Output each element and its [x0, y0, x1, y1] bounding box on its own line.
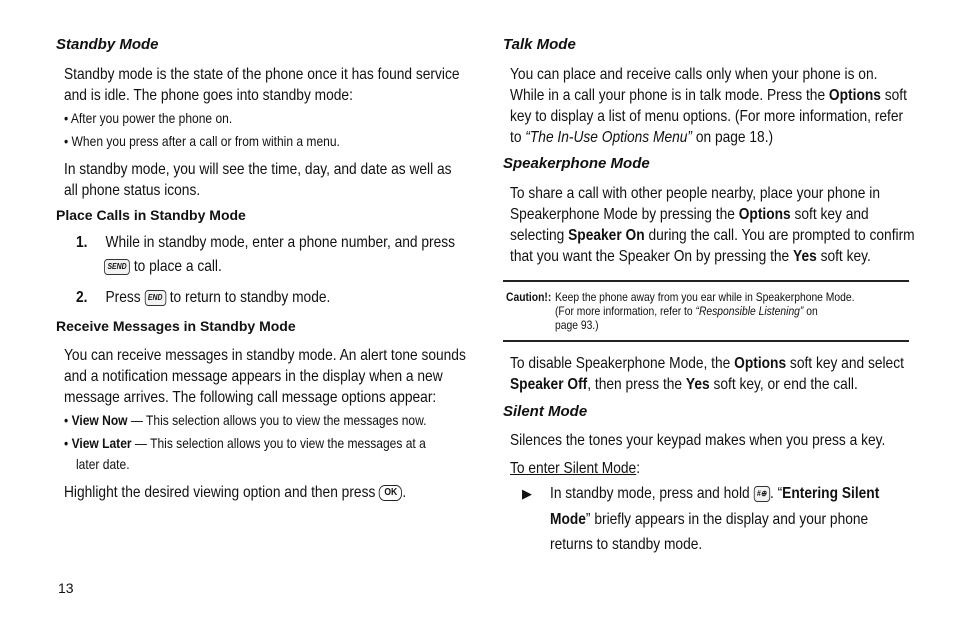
- receive-messages-heading: Receive Messages in Standby Mode: [56, 318, 296, 334]
- view-later-bullet: •: [64, 435, 72, 451]
- standby-paragraph-line1: Standby mode is the state of the phone once it has found service: [64, 66, 460, 83]
- view-later-option: [64, 435, 426, 451]
- view-now-bullet: •: [64, 412, 72, 428]
- talk-line4: [510, 127, 773, 148]
- yes-softkey-label: Yes: [793, 248, 817, 265]
- enter-silent-colon: :: [636, 460, 641, 477]
- enter-silent-mode-link: To enter Silent Mode: [510, 460, 637, 477]
- caution-label: Caution!:: [506, 290, 552, 304]
- speaker-line4: [510, 246, 871, 267]
- view-later-text: — This selection allows you to view the messages at a: [131, 435, 426, 451]
- step-1-text-end: to place a call.: [133, 258, 222, 275]
- highlight-instruction: [64, 482, 406, 503]
- step-1: [76, 232, 455, 253]
- mode-label: Mode: [550, 511, 586, 528]
- talk-line1: You can place and receive calls only when your phone is on.: [510, 66, 878, 83]
- disable-line1-end: soft key and select: [786, 355, 904, 372]
- speakerphone-mode-heading: Speakerphone Mode: [503, 155, 650, 172]
- standby-paragraph-line2: and is idle. The phone goes into standby mode:: [64, 87, 353, 104]
- speaker-line1: To share a call with other people nearby, place your phone in: [510, 185, 880, 202]
- step-1-number: 1.: [76, 234, 88, 251]
- end-key-icon: END: [144, 290, 165, 306]
- speaker-line2-end: soft key and: [790, 206, 869, 223]
- caution-bottom-rule: [503, 340, 909, 342]
- arrow-bullet-icon: ▶: [522, 486, 532, 501]
- receive-line3: message arrives. The following call message options appear:: [64, 389, 437, 406]
- step-1-text: While in standby mode, enter a phone number, and press: [105, 234, 456, 251]
- speaker-line4-end: soft key.: [816, 248, 871, 265]
- speaker-line2: [510, 204, 869, 225]
- in-use-options-reference: “The In-Use Options Menu”: [525, 129, 693, 146]
- standby-status-line2: all phone status icons.: [64, 182, 201, 199]
- speaker-line4-text: that you want the Speaker On by pressing the: [510, 248, 794, 265]
- silent-step-line3: returns to standby mode.: [550, 536, 703, 553]
- view-later-label: View Later: [71, 435, 132, 451]
- caution-line2-end: on: [803, 304, 818, 318]
- speaker-line3-end: during the call. You are prompted to confirm: [644, 227, 915, 244]
- talk-line2-end: soft: [880, 87, 907, 104]
- silent-step-line1: [550, 483, 879, 504]
- responsible-listening-reference: “Responsible Listening”: [695, 304, 804, 318]
- enter-silent-mode: [510, 458, 640, 479]
- send-key-icon: SEND: [104, 259, 130, 275]
- silent-step-text: In standby mode, press and hold: [550, 485, 750, 502]
- caution-line2-text: (For more information, refer to: [555, 304, 696, 318]
- page-number: 13: [58, 580, 74, 596]
- speaker-line2-text: Speakerphone Mode by pressing the: [510, 206, 739, 223]
- step-1-continued: [104, 256, 222, 277]
- view-now-text: — This selection allows you to view the messages now.: [127, 412, 427, 428]
- speaker-line3: [510, 225, 915, 246]
- bullet-after-call: • When you press after a call or from within a menu.: [64, 133, 340, 149]
- place-calls-heading: Place Calls in Standby Mode: [56, 207, 246, 223]
- silent-step-line2: [550, 509, 868, 530]
- talk-mode-heading: Talk Mode: [503, 36, 576, 53]
- view-now-option: [64, 412, 426, 428]
- hash-key-icon: #⊕: [753, 486, 769, 502]
- highlight-text: Highlight the desired viewing option and then press: [64, 484, 376, 501]
- caution-line1: Keep the phone away from you ear while in Speakerphone Mode.: [555, 290, 855, 304]
- receive-line1: You can receive messages in standby mode. An alert tone sounds: [64, 347, 466, 364]
- caution-line3: page 93.): [555, 318, 599, 332]
- bullet-power-on: • After you power the phone on.: [64, 110, 233, 126]
- silent-line1: Silences the tones your keypad makes when you press a key.: [510, 432, 886, 449]
- disable-line1-text: To disable Speakerphone Mode, the: [510, 355, 735, 372]
- speaker-off-label: Speaker Off: [510, 376, 588, 393]
- disable-line2-mid: , then press the: [587, 376, 686, 393]
- highlight-period: .: [402, 484, 407, 501]
- talk-line4-end: on page 18.): [692, 129, 774, 146]
- entering-silent-label: Entering Silent: [782, 485, 880, 502]
- receive-line2: and a notification message appears in the display when a new: [64, 368, 443, 385]
- step-2-number: 2.: [76, 289, 88, 306]
- disable-yes-label: Yes: [685, 376, 710, 393]
- disable-line2: [510, 374, 858, 395]
- talk-line3: key to display a list of menu options. (For more information, refer: [510, 108, 904, 125]
- speaker-options-label: Options: [738, 206, 791, 223]
- options-softkey-label: Options: [828, 87, 881, 104]
- ok-key-icon: OK: [379, 485, 402, 501]
- view-later-text-cont: later date.: [76, 456, 130, 472]
- talk-line2-text: While in a call your phone is in talk mode. Press the: [510, 87, 829, 104]
- standby-mode-heading: Standby Mode: [56, 36, 159, 53]
- view-now-label: View Now: [71, 412, 128, 428]
- disable-line2-end: soft key, or end the call.: [709, 376, 858, 393]
- disable-options-label: Options: [734, 355, 787, 372]
- step-2: [76, 287, 330, 308]
- standby-status-line1: In standby mode, you will see the time, day, and date as well as: [64, 161, 452, 178]
- talk-line4-text: to: [510, 129, 526, 146]
- silent-mode-heading: Silent Mode: [503, 403, 588, 420]
- step-2-press: Press: [105, 289, 141, 306]
- silent-step-line2-text: ” briefly appears in the display and your phone: [585, 511, 869, 528]
- speaker-line3-text: selecting: [510, 227, 569, 244]
- silent-step-quote: . “: [769, 485, 783, 502]
- step-2-text: to return to standby mode.: [169, 289, 331, 306]
- disable-line1: [510, 353, 904, 374]
- caution-line2: [555, 304, 818, 318]
- caution-top-rule: [503, 280, 909, 282]
- speaker-on-label: Speaker On: [568, 227, 645, 244]
- talk-line2: [510, 85, 907, 106]
